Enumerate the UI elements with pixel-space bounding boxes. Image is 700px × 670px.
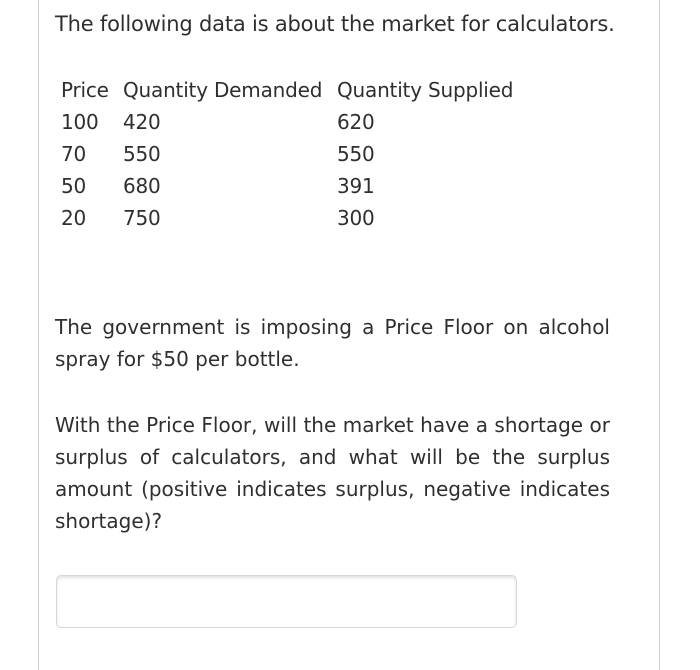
table-row — [56, 170, 527, 202]
intro-text: The following data is about the market for calculators. — [55, 12, 615, 36]
table-row — [56, 106, 527, 138]
table-row — [56, 138, 527, 170]
header-quantity-supplied: Quantity Supplied — [337, 78, 514, 102]
quantity-demanded-cell: 420 — [123, 110, 161, 134]
quantity-supplied-cell: 620 — [337, 110, 375, 134]
price-cell: 100 — [61, 110, 99, 134]
header-price: Price — [61, 78, 109, 102]
price-floor-statement: The government is imposing a Price Floor on alcohol spray for $50 per bottle. — [55, 315, 610, 371]
price-cell: 70 — [61, 142, 87, 166]
answer-input[interactable] — [56, 575, 517, 628]
price-cell: 50 — [61, 174, 87, 198]
quantity-supplied-cell: 550 — [337, 142, 375, 166]
price-cell: 20 — [61, 206, 87, 230]
market-data-table — [56, 74, 527, 234]
quantity-supplied-cell: 391 — [337, 174, 375, 198]
header-quantity-demanded: Quantity Demanded — [123, 78, 323, 102]
question-prompt: With the Price Floor, will the market have a shortage or surplus of calculators, and what will be the surplus amount (positive indicates surplus, negative indicates shortage)? — [55, 413, 610, 533]
quantity-demanded-cell: 550 — [123, 142, 161, 166]
quantity-supplied-cell: 300 — [337, 206, 375, 230]
table-row — [56, 202, 527, 234]
quantity-demanded-cell: 680 — [123, 174, 161, 198]
table-header-row — [56, 74, 527, 106]
quantity-demanded-cell: 750 — [123, 206, 161, 230]
